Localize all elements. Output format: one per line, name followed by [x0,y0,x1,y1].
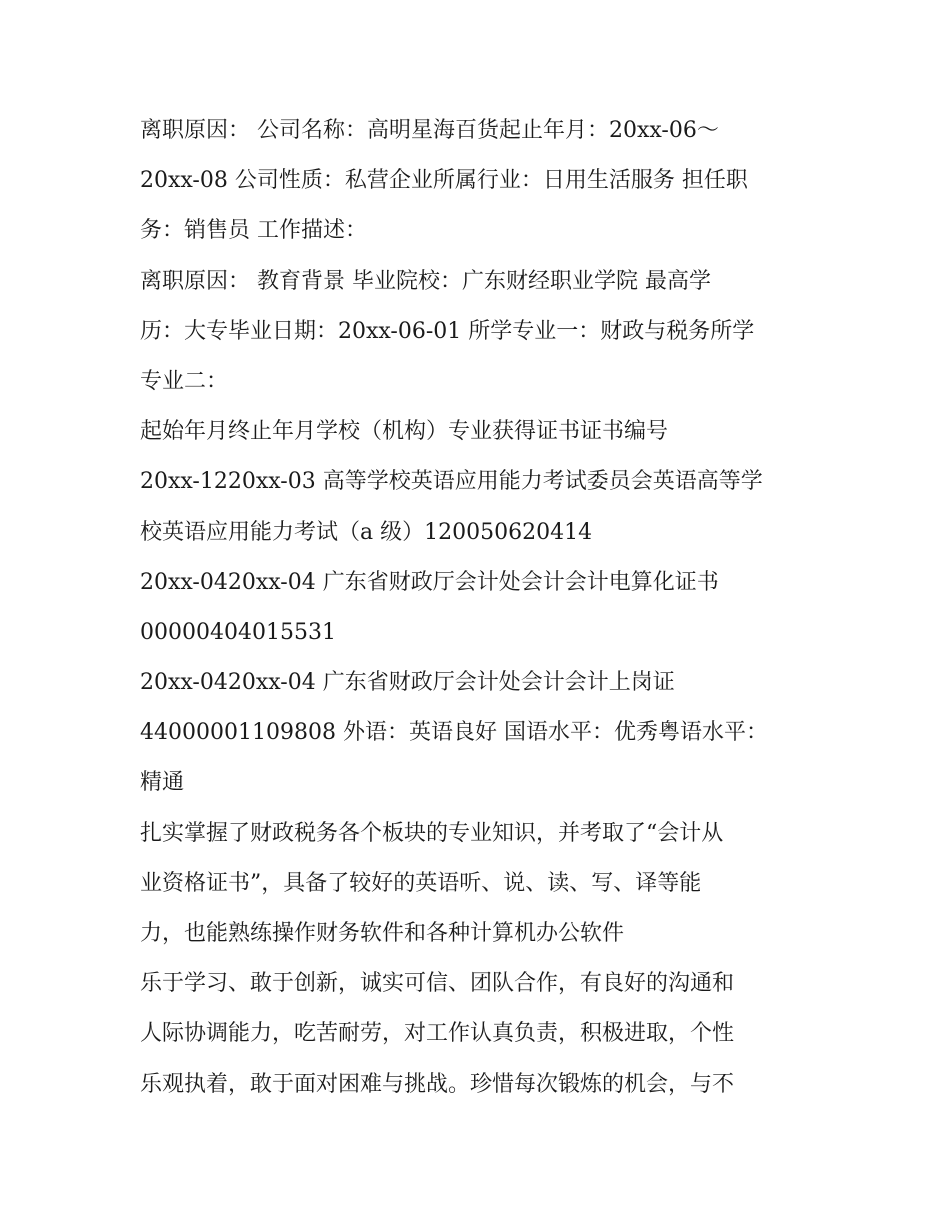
document-body [140,106,820,1110]
text-line: 业资格证书”，具备了较好的英语听、说、读、写、译等能 [140,870,702,896]
text-line: 力，也能熟练操作财务软件和各种计算机办公软件 [140,921,625,946]
text-line: 离职原因： 公司名称：高明星海百货起止年月：20xx-06～ [140,118,719,143]
text-line: 00000404015531 [140,619,336,645]
text-line: 专业二： [140,368,229,394]
text-line: 离职原因： 教育背景 毕业院校：广东财经职业学院 最高学 [140,268,711,294]
text-line: 20xx-0420xx-04 广东省财政厅会计处会计会计上岗证 [140,670,675,696]
text-line: 校英语应用能力考试（a 级）120050620414 [140,519,593,545]
text-line: 20xx-08 公司性质：私营企业所属行业：日用生活服务 担任职 [140,168,748,194]
text-line: 历：大专毕业日期：20xx-06-01 所学专业一：财政与税务所学 [140,318,755,344]
text-line: 务：销售员 工作描述： [140,218,367,244]
text-line: 20xx-0420xx-04 广东省财政厅会计处会计会计电算化证书 [140,569,719,595]
text-line: 扎实掌握了财政税务各个板块的专业知识，并考取了“会计从 [140,820,724,846]
text-line: 起始年月终止年月学校（机构）专业获得证书证书编号 [140,419,669,445]
text-line: 20xx-1220xx-03 高等学校英语应用能力考试委员会英语高等学 [140,469,763,495]
text-line: 精通 [140,770,185,796]
text-line: 乐观执着，敢于面对困难与挑战。珍惜每次锻炼的机会，与不 [140,1071,735,1097]
text-line: 乐于学习、敢于创新，诚实可信、团队合作，有良好的沟通和 [140,971,735,997]
text-line: 44000001109808 外语：英语良好 国语水平：优秀粤语水平： [140,720,768,746]
text-line: 人际协调能力，吃苦耐劳，对工作认真负责，积极进取，个性 [140,1021,735,1047]
